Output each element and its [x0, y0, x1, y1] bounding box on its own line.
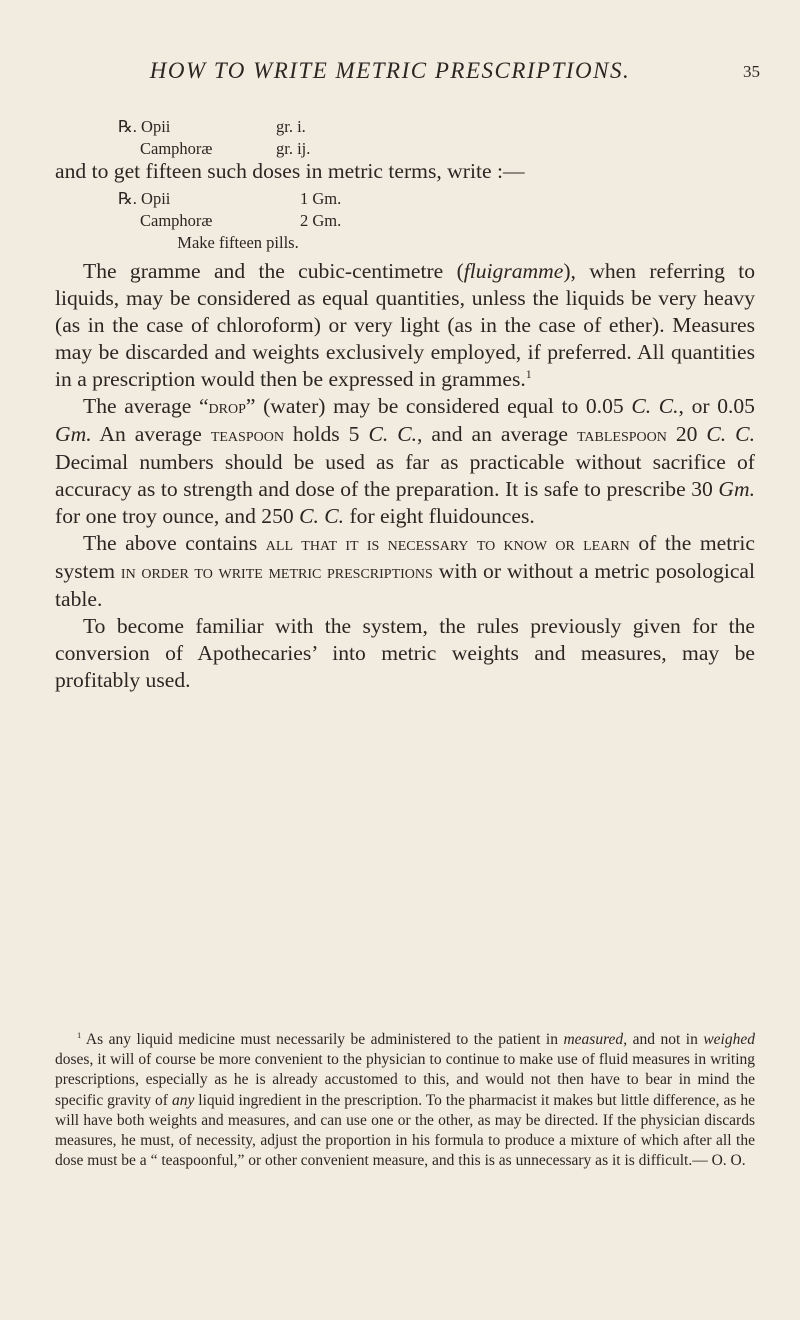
- prescription-direction: Make fifteen pills.: [177, 233, 299, 252]
- prescription-block-2: [118, 188, 358, 254]
- term-fluigramme: fluigramme: [463, 259, 564, 283]
- paragraph-summary: The above contains all that it is necessary to know or learn of the metric system in order to write metric prescriptions with or without a metric posological table.: [55, 531, 756, 611]
- transition-line: and to get fifteen such doses in metric terms, write :—: [55, 159, 525, 183]
- rx-symbol: ℞.: [118, 117, 137, 136]
- page-header: [60, 58, 760, 92]
- ingredient-quantity: gr. ij.: [276, 139, 311, 158]
- prescription-row: [118, 116, 328, 138]
- prescription-row: [118, 210, 358, 232]
- ingredient-quantity: 2 Gm.: [300, 211, 342, 230]
- term-teaspoon: teaspoon: [210, 424, 284, 446]
- term-drop: drop: [208, 396, 246, 418]
- rx-symbol: ℞.: [118, 189, 137, 208]
- prescription-row: [118, 188, 358, 210]
- page-number: 35: [743, 62, 760, 81]
- prescription-block-1: [118, 116, 328, 160]
- term-tablespoon: tablespoon: [576, 424, 667, 446]
- paragraph-drop: The average “drop” (water) may be considered equal to 0.05 C. C., or 0.05 Gm. An average teaspoon holds 5 C. C., and an average tablespoon 20 C. C. Decimal numbers should be used as far as practicable without sacrifice of accuracy as to strength and dose of the preparation. It is safe to prescribe 30 Gm. for one troy ounce, and 250 C. C. for eight fluidounces.: [55, 394, 755, 528]
- ingredient-name: Camphoræ: [140, 139, 213, 158]
- running-title: HOW TO WRITE METRIC PRESCRIPTIONS.: [149, 58, 631, 83]
- footnote: $^1$ As any liquid medicine must necessarily be administered to the patient in measured, and not in weighed doses, it will of course be more convenient to the physician to continue to make use of fluid measures in writing prescriptions, especially as he is already accustomed to this, and would not then have to bear in mind the specific gravity of any liquid ingredient in the prescription. To the pharmacist it makes but little difference, as he will have both weights and measures, and can use one or the other, as may be directed. If the physician discards measures, he must, of necessity, adjust the proportion in his formula to produce a mixture of which after all the dose must be a “ teaspoonful,” or other convenient measure, and this is as unnecessary as it is difficult.— O. O.: [55, 1029, 755, 1170]
- footnote-reference: 1: [525, 366, 532, 381]
- footnote-mark: 1: [77, 1029, 82, 1040]
- ingredient-quantity: 1 Gm.: [300, 189, 342, 208]
- ingredient-quantity: gr. i.: [276, 117, 306, 136]
- paragraph-gramme: The gramme and the cubic-centimetre (fluigramme), when referring to liquids, may be considered as equal quantities, unless the liquids be very heavy (as in the case of chloroform) or very light (as in the case of ether). Measures may be discarded and weights exclusively employed, if preferred. All quantities in a prescription would then be expressed in grammes.$^1$: [55, 259, 755, 391]
- prescription-row: [118, 138, 328, 160]
- ingredient-name: Opii: [141, 189, 171, 208]
- ingredient-name: Opii: [141, 117, 171, 136]
- ingredient-name: Camphoræ: [140, 211, 213, 230]
- body-text: [55, 258, 755, 694]
- paragraph-familiar: To become familiar with the system, the rules previously given for the conversion of Apothecaries’ into metric weights and measures, may be profitably used.: [55, 614, 755, 692]
